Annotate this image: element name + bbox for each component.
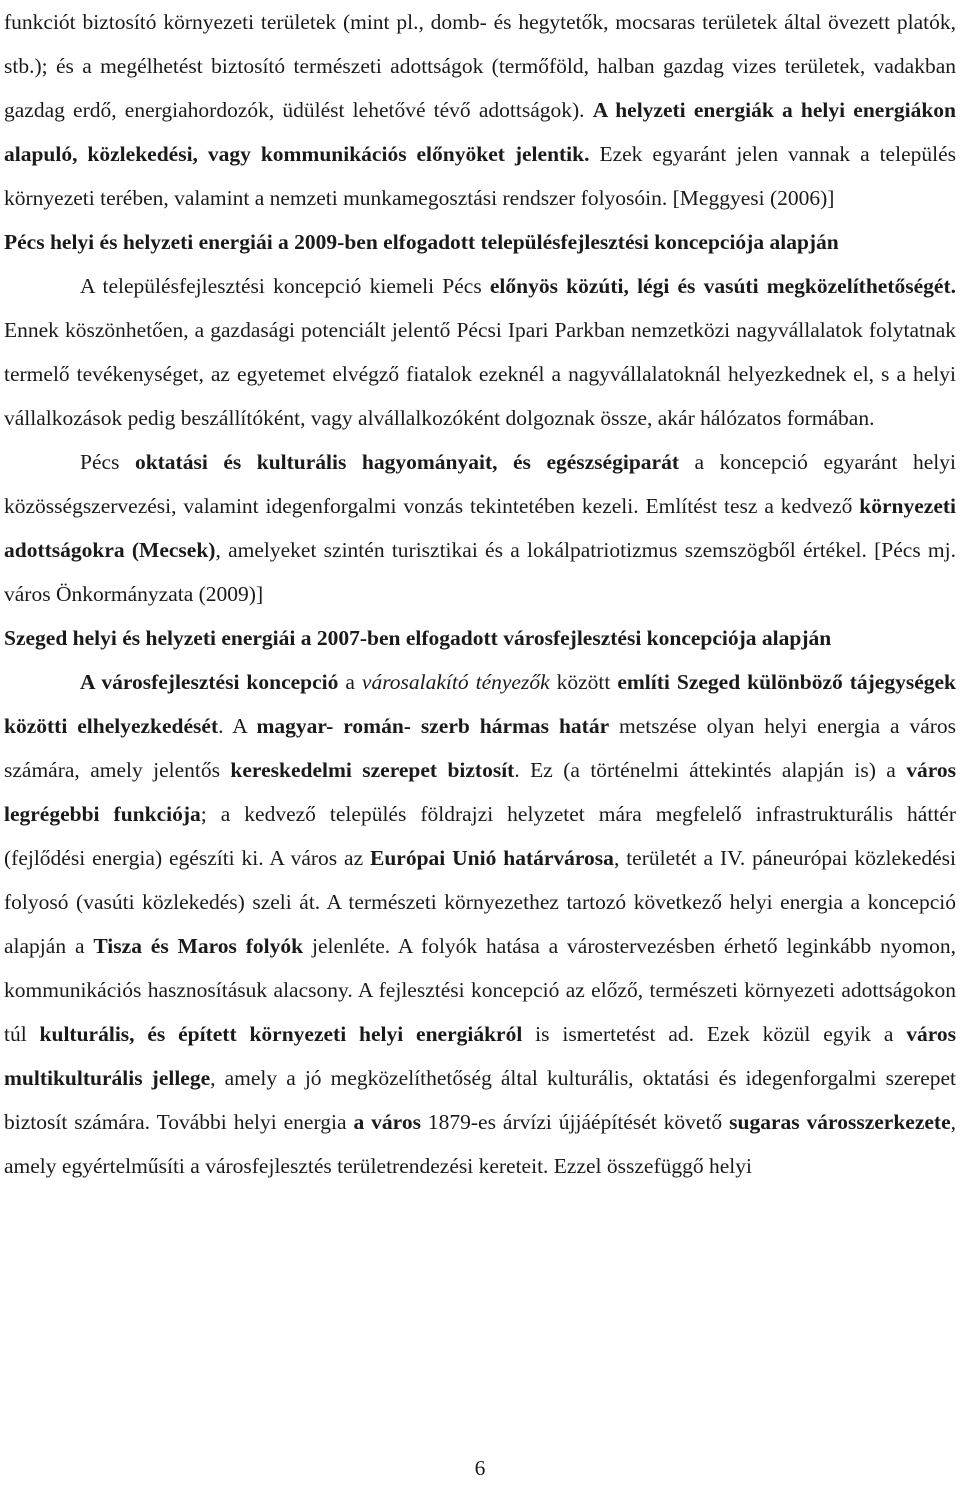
paragraph-szeged-concept [4, 660, 956, 1188]
emphasis-text: Tisza és Maros folyók [93, 934, 304, 958]
page-number: 6 [474, 1456, 486, 1480]
document-page [4, 0, 956, 1188]
body-text: metszése olyan helyi energia a város számára, amely jelentős [4, 714, 957, 782]
body-text: 1879-es árvízi újjáépítését követő [420, 1110, 730, 1134]
body-text: jelenléte. A folyók hatása a várostervezésben érhető leginkább nyomon, kommunikációs hasznosításuk alacsony. A fejlesztési koncepció az előző, természeti környezeti adottságokon túl [4, 934, 957, 1046]
body-text: Ennek köszönhetően, a gazdasági potenciált jelentő Pécsi Ipari Parkban nemzetközi nagyvállalatok folytatnak termelő tevékenységet, az egyetemet elvégző fiatalok ezeknél a nagyvállalatoknál helyezkednek el, s a helyi vállalkozások pedig beszállítóként, vagy alvállalkozóként dolgoznak össze, akár hálózatos formában. [4, 318, 956, 430]
emphasis-text: Európai Unió határvárosa [370, 846, 614, 870]
body-text: a [338, 670, 362, 694]
body-text: Pécs [80, 450, 135, 474]
emphasis-text: kereskedelmi szerepet biztosít [230, 758, 515, 782]
body-text: , amely a jó megközelíthetőség által kulturális, oktatási és idegenforgalmi szerepet biztosít számára. További helyi energia [4, 1066, 957, 1134]
body-text: is ismertetést ad. Ezek közül egyik a [522, 1022, 907, 1046]
body-text: között [549, 670, 618, 694]
emphasis-text: oktatási és kulturális hagyományait, és egészségiparát [134, 450, 679, 474]
body-text: , területét a IV. páneurópai közlekedési folyosó (vasúti közlekedés) szeli át. A természeti környezethez tartozó következő helyi energia a koncepció alapján a [4, 846, 956, 958]
body-text: . A [218, 714, 257, 738]
paragraph-intro [4, 0, 956, 220]
emphasis-text: A városfejlesztési koncepció [80, 670, 339, 694]
emphasis-text: említi Szeged különböző tájegységek közötti elhelyezkedését [4, 670, 956, 738]
italic-text: városalakító tényezők [361, 670, 550, 694]
section-heading-pecs: Pécs helyi és helyzeti energiái a 2009-ben elfogadott településfejlesztési koncepciója alapján [4, 230, 839, 254]
body-text: . Ez (a történelmi áttekintés alapján is) a [514, 758, 907, 782]
body-text: , amelyeket szintén turisztikai és a lokálpatriotizmus szemszögből értékel. [Pécs mj. város Önkormányzata (2009)] [4, 538, 957, 606]
body-text: A településfejlesztési koncepció kiemeli Pécs [80, 274, 490, 298]
body-text: a koncepció egyaránt helyi közösségszervezési, valamint idegenforgalmi vonzás tekintetében kezeli. Említést tesz a kedvező [4, 450, 956, 518]
body-text: funkciót biztosító környezeti területek (mint pl., domb- és hegytetők, mocsaras területek által övezett platók, stb.); és a megélhetést biztosító természeti adottságok (termőföld, halban gazdag vizes területek, vadakban gazdag erdő, energiahordozók, üdülést lehetővé tévő adottságok). [4, 10, 956, 122]
body-text: Ezek egyaránt jelen vannak a település környezeti terében, valamint a nemzeti munkamegosztási rendszer folyosóin. [Meggyesi (2006)] [4, 142, 956, 210]
emphasis-text: város legrégebbi funkciója [4, 758, 957, 826]
body-text: , amely egyértelműsíti a városfejlesztés területrendezési kereteit. Ezzel összefüggő helyi [4, 1110, 956, 1178]
emphasis-text: A helyzeti energiák a helyi energiákon alapuló, közlekedési, vagy kommunikációs előnyöket jelentik. [4, 98, 956, 166]
emphasis-text: sugaras városszerkezete [729, 1110, 951, 1134]
emphasis-text: a város [353, 1110, 421, 1134]
emphasis-text: város multikulturális jellege [4, 1022, 956, 1090]
body-text: ; a kedvező település földrajzi helyzetet mára megfelelő infrastrukturális háttér (fejlődési energia) egészíti ki. A város az [4, 802, 956, 870]
paragraph-pecs-culture [4, 440, 956, 616]
emphasis-text: környezeti adottságokra (Mecsek) [4, 494, 956, 562]
emphasis-text: kulturális, és épített környezeti helyi energiákról [39, 1022, 523, 1046]
emphasis-text: előnyös közúti, légi és vasúti megközelíthetőségét. [489, 274, 956, 298]
emphasis-text: magyar- román- szerb hármas határ [256, 714, 610, 738]
section-heading-szeged: Szeged helyi és helyzeti energiái a 2007-ben elfogadott városfejlesztési koncepciója alapján [4, 626, 832, 650]
paragraph-pecs-accessibility [4, 264, 956, 440]
